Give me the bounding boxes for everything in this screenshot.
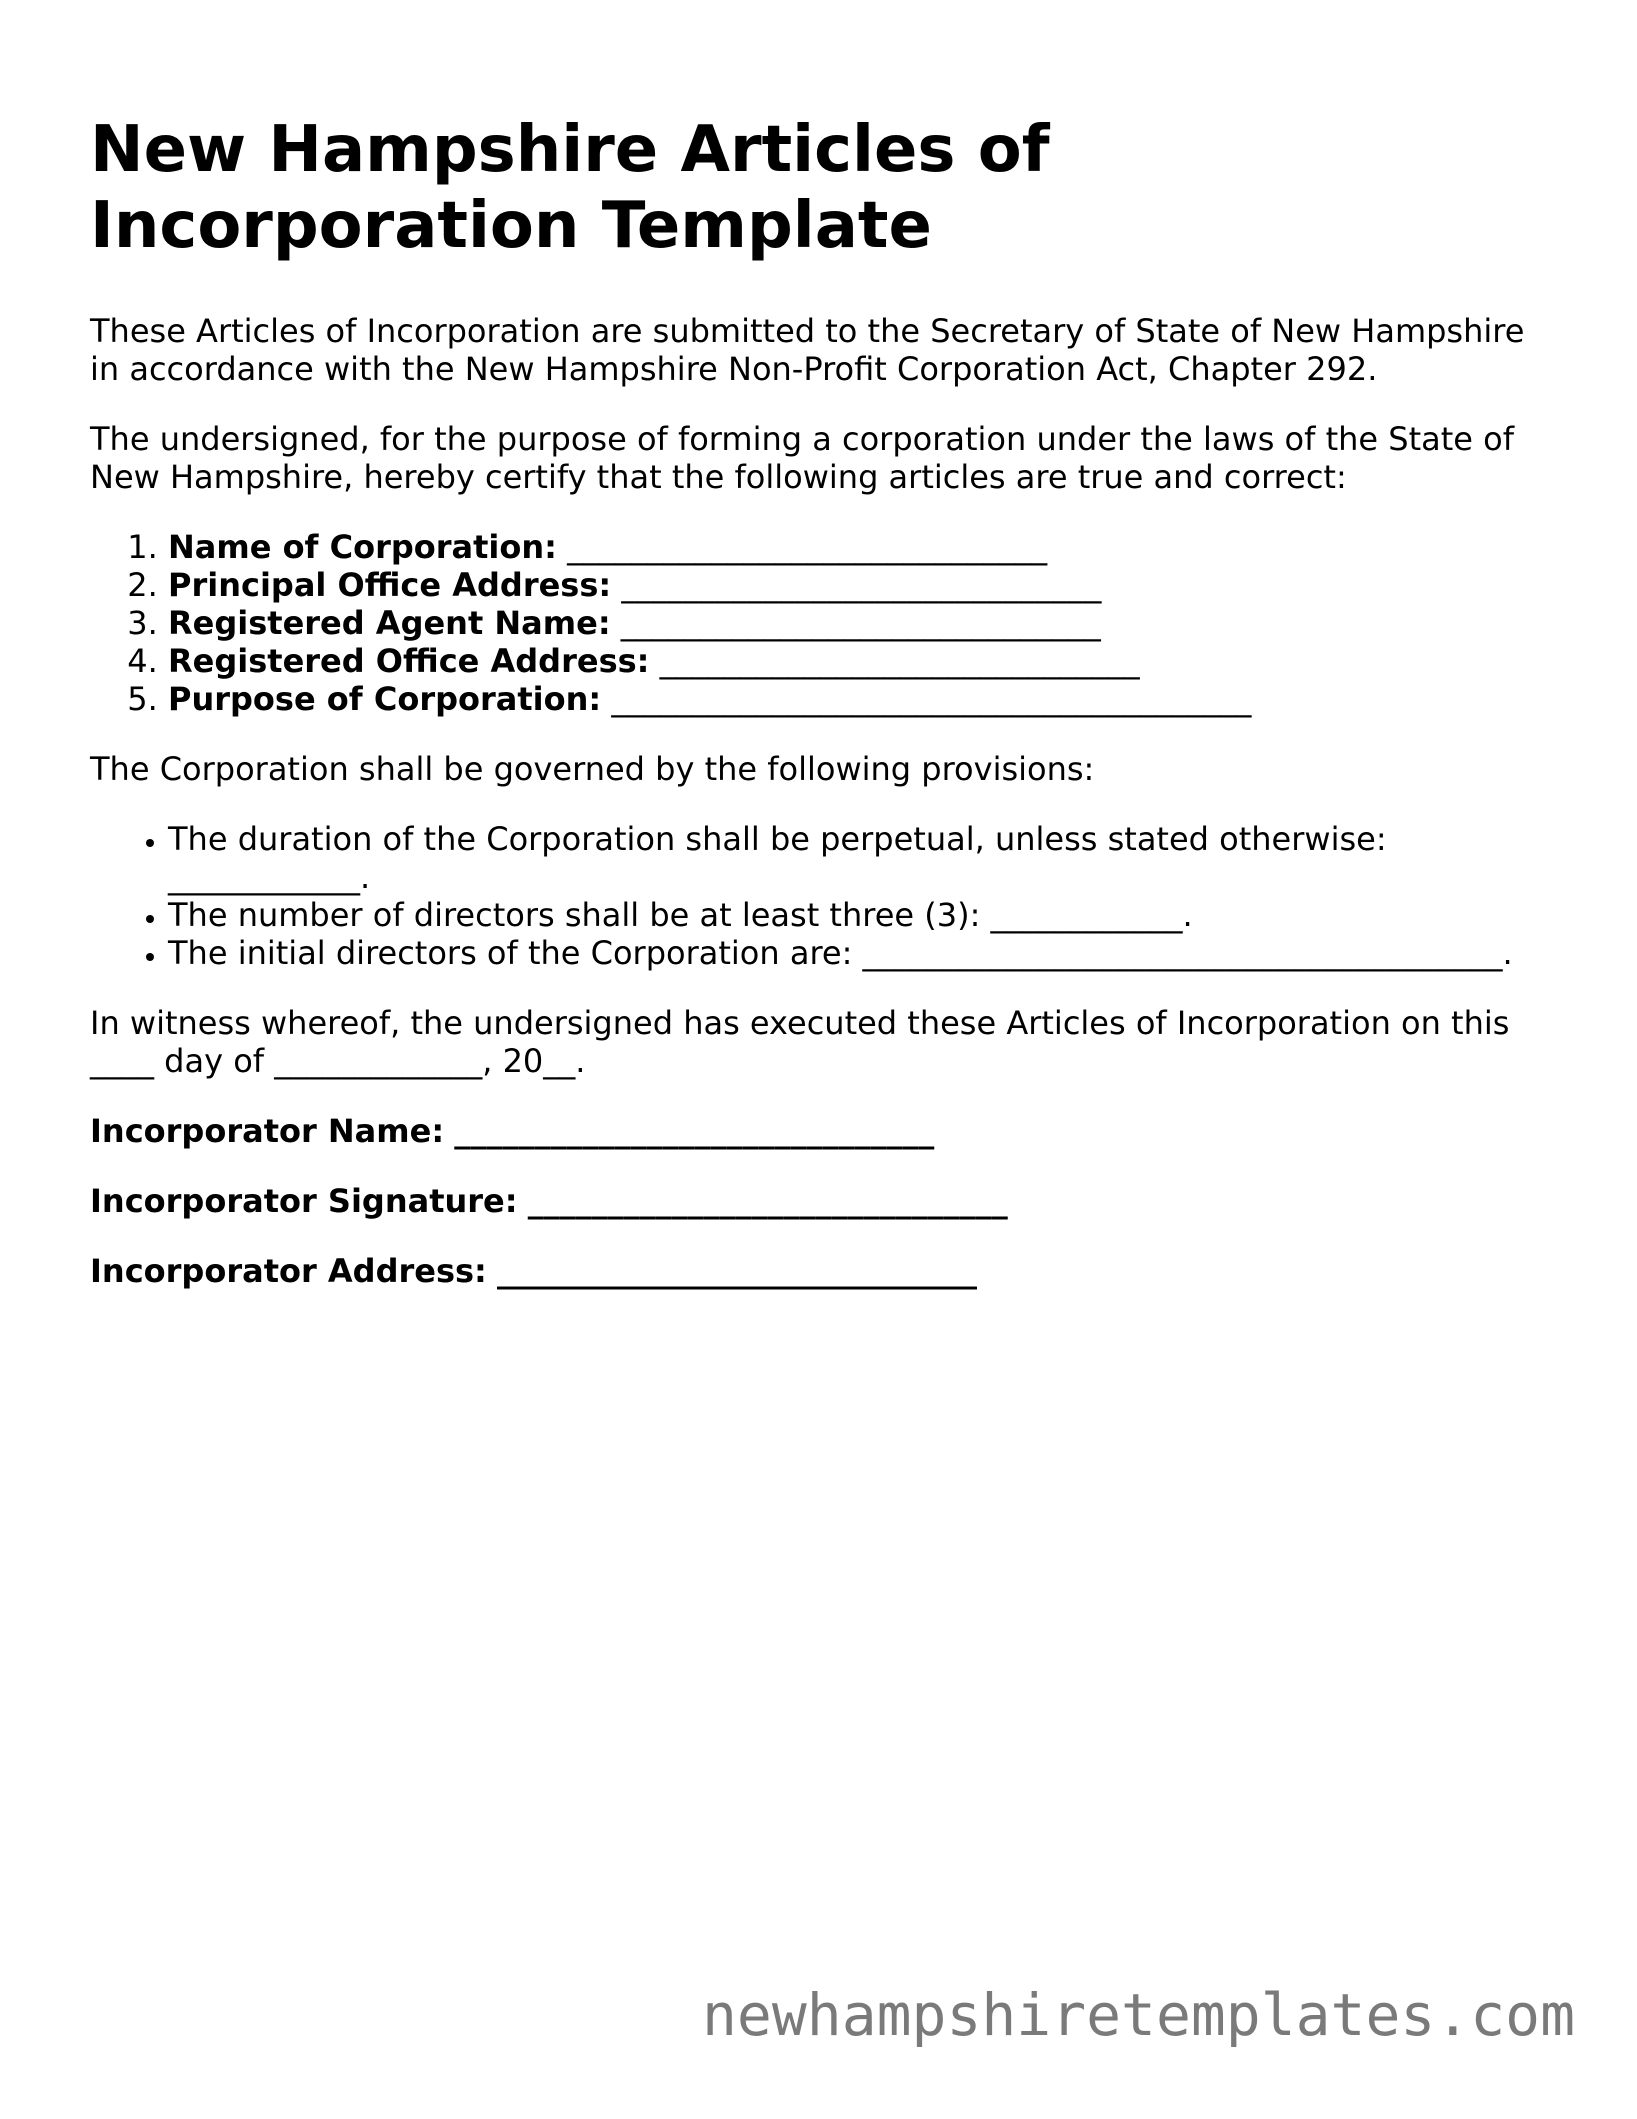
provisions-list	[90, 820, 1550, 972]
article-item	[168, 566, 1550, 604]
article-label: Registered Agent Name:	[168, 604, 611, 642]
articles-list	[90, 528, 1550, 718]
intro-paragraph: These Articles of Incorporation are submitted to the Secretary of State of New Hampshire in accordance with the New Hampshire Non-Profit Corporation Act, Chapter 292.	[90, 312, 1525, 388]
signature-block	[90, 1112, 1550, 1290]
article-item	[168, 642, 1550, 680]
signature-blank: ______________________________	[497, 1252, 978, 1290]
article-label: Name of Corporation:	[168, 528, 557, 566]
certify-paragraph: The undersigned, for the purpose of forming a corporation under the laws of the State of New Hampshire, hereby certify that the following articles are true and correct:	[90, 420, 1514, 496]
article-label: Principal Office Address:	[168, 566, 612, 604]
article-blank: ________________________________________	[611, 680, 1252, 718]
document-page	[90, 112, 1550, 1322]
signature-blank: ______________________________	[527, 1182, 1008, 1220]
article-label: Registered Office Address:	[168, 642, 650, 680]
watermark-text: newhampshiretemplates.com	[702, 1981, 1575, 2049]
signature-blank: ______________________________	[454, 1112, 935, 1150]
signature-line	[90, 1112, 1550, 1150]
document-title: New Hampshire Articles of Incorporation Template	[90, 113, 1050, 263]
article-blank: ______________________________	[567, 528, 1048, 566]
signature-label: Incorporator Address:	[90, 1252, 487, 1290]
article-blank: ______________________________	[620, 604, 1101, 642]
provisions-intro: The Corporation shall be governed by the following provisions:	[90, 750, 1095, 788]
signature-label: Incorporator Signature:	[90, 1182, 518, 1220]
article-blank: ______________________________	[659, 642, 1140, 680]
signature-line	[90, 1252, 1550, 1290]
article-label: Purpose of Corporation:	[168, 680, 602, 718]
article-item	[168, 680, 1550, 718]
article-blank: ______________________________	[621, 566, 1102, 604]
provision-item: • The number of directors shall be at least three (3): ____________.	[168, 896, 1550, 934]
article-item	[168, 528, 1550, 566]
provision-item: • The initial directors of the Corporation are: ________________________________________.	[168, 934, 1550, 972]
signature-line	[90, 1182, 1550, 1220]
signature-label: Incorporator Name:	[90, 1112, 445, 1150]
article-item	[168, 604, 1550, 642]
witness-paragraph: In witness whereof, the undersigned has executed these Articles of Incorporation on this ____ day of _____________, 20__.	[90, 1004, 1510, 1080]
provision-item: • The duration of the Corporation shall be perpetual, unless stated otherwise: ____________.	[168, 820, 1550, 896]
